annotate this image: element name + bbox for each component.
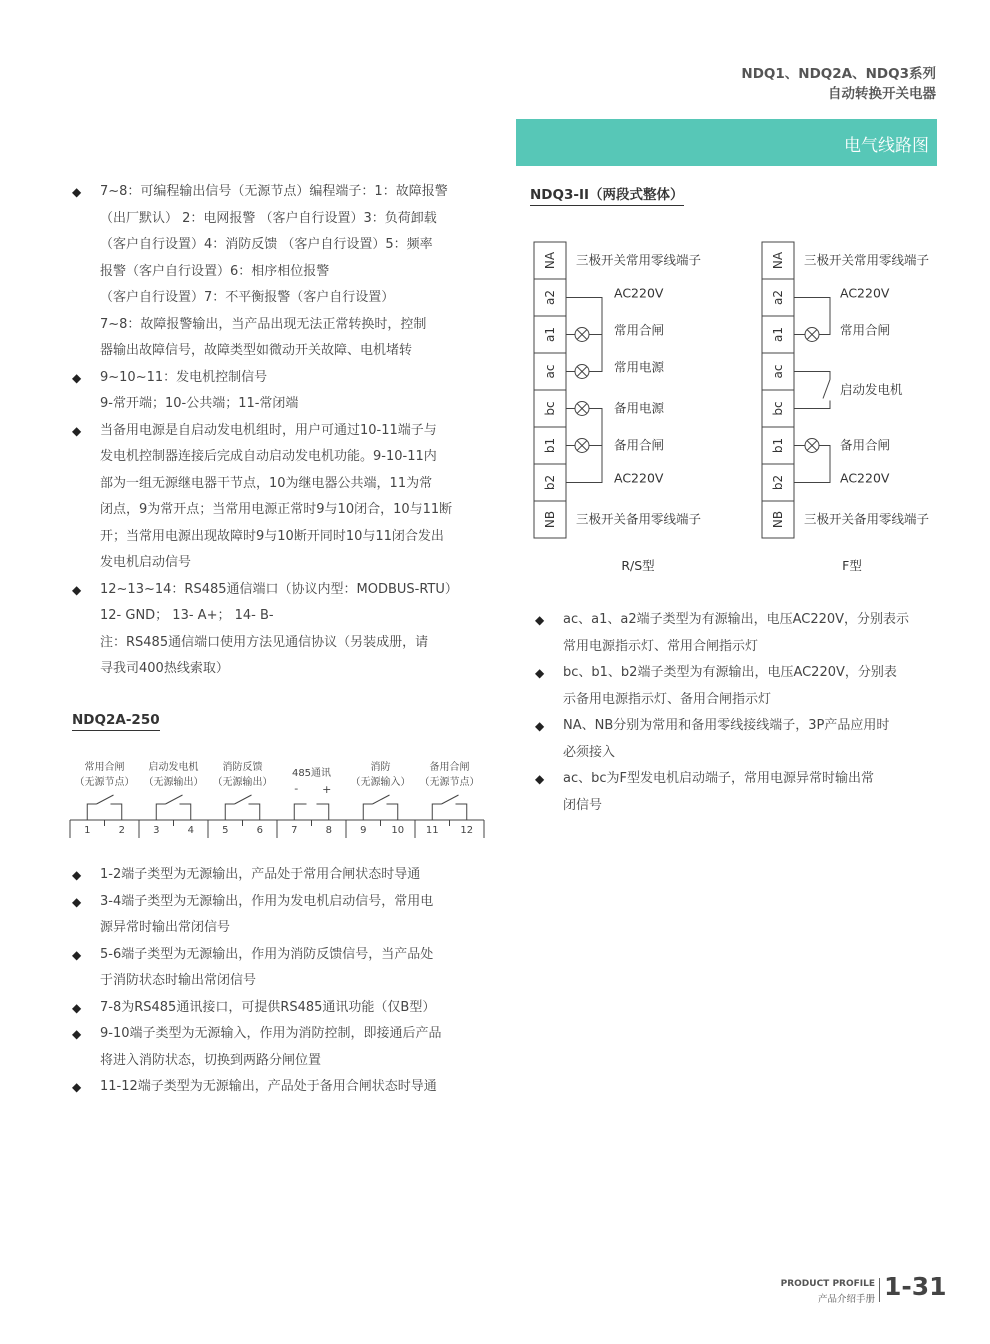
- terminal-number: 4: [187, 825, 194, 836]
- group-sublabel: （无源节点）: [419, 777, 480, 788]
- list-item: [535, 766, 945, 819]
- list-item-line: 必须接入: [563, 744, 616, 760]
- group-label: 消防反馈: [222, 762, 263, 773]
- lamp-label: 常用电源: [614, 359, 665, 375]
- header-subtitle: 自动转换开关电器: [828, 86, 936, 102]
- terminal-number: 12: [460, 825, 474, 836]
- list-item: [72, 418, 502, 577]
- header-series: NDQ1、NDQ2A、NDQ3系列: [741, 66, 936, 82]
- terminal-number: 2: [118, 825, 125, 836]
- group-sublabel: （无源输出）: [143, 777, 204, 788]
- group-label: 消防: [370, 762, 391, 773]
- list-item-line: 报警（客户自行设置）6：相序相位报警: [100, 263, 330, 279]
- plus-sign: +: [322, 783, 332, 796]
- minus-sign: -: [294, 782, 299, 795]
- nb-label: 三极开关备用零线端子: [804, 511, 930, 527]
- list-item: [535, 607, 945, 660]
- ndq2a-section-title: NDQ2A-250: [72, 712, 160, 731]
- group-sublabel: （无源输出）: [212, 777, 273, 788]
- list-item-line: 部为一组无源继电器干节点，10为继电器公共端，11为常: [100, 475, 433, 491]
- list-item-line: 7~8：故障报警输出，当产品出现无法正常转换时，控制: [100, 316, 427, 332]
- list-item-line: 闭信号: [563, 797, 603, 813]
- terminal-label: b2: [543, 474, 557, 491]
- switch-contact: [235, 795, 252, 804]
- ndq3-terminal-notes: [535, 607, 945, 819]
- terminal-number: 6: [256, 825, 263, 836]
- terminal-label: bc: [771, 401, 785, 416]
- list-item-line: 开；当常用电源出现故障时9与10断开同时10与11闭合发出: [100, 528, 444, 544]
- list-item-line: （客户自行设置）7：不平衡报警（客户自行设置）: [100, 290, 395, 305]
- list-item: [72, 179, 502, 365]
- group-label: 启动发电机: [148, 762, 199, 773]
- ac220v-label: AC220V: [614, 285, 664, 301]
- lamp-label: 常用合闸: [840, 322, 891, 338]
- footer-profile-en: PRODUCT PROFILE: [780, 1279, 875, 1289]
- list-item-line: ◆ NA、NB分别为常用和备用零线接线端子，3P产品应用时: [563, 718, 890, 733]
- ndq2a-terminal-diagram: [60, 752, 500, 844]
- list-item-line: 闭点，9为常开点；当常用电源正常时9与10闭合，10与11断: [100, 502, 453, 517]
- wire: [294, 804, 306, 820]
- na-label: 三极开关常用零线端子: [576, 252, 702, 268]
- list-item-line: ◆ 9-10端子类型为无源输入，作用为消防控制，即接通后产品: [100, 1026, 442, 1041]
- terminal-label: a1: [771, 327, 785, 342]
- list-item: [72, 995, 502, 1022]
- group-sublabel: （无源输入）: [350, 777, 411, 788]
- terminal-label: b1: [543, 437, 557, 454]
- wire: [225, 804, 234, 820]
- terminal-label: b1: [771, 437, 785, 454]
- terminal-label: bc: [543, 401, 557, 416]
- switch-contact: [823, 380, 830, 399]
- terminal-label: ac: [771, 364, 785, 379]
- list-item: [72, 942, 502, 995]
- wire: [589, 335, 602, 372]
- list-item-line: 示备用电源指示灯、备用合闸指示灯: [563, 691, 772, 707]
- wire: [456, 804, 467, 820]
- list-item-line: ◆ 当备用电源是自启动发电机组时，用户可通过10-11端子与: [100, 422, 437, 438]
- terminal-number: 1: [84, 825, 91, 836]
- terminal-number: 8: [325, 825, 332, 836]
- switch-contact: [373, 795, 390, 804]
- wire: [432, 804, 441, 820]
- list-item-line: ◆ 1-2端子类型为无源输出，产品处于常用合闸状态时导通: [100, 867, 421, 882]
- wire: [180, 804, 191, 820]
- list-item-line: 于消防状态时输出常闭信号: [100, 973, 257, 988]
- list-item-line: ◆ 5-6端子类型为无源输出，作用为消防反馈信号，当产品处: [100, 946, 434, 962]
- list-item-line: 9-常开端；10-公共端；11-常闭端: [100, 396, 299, 411]
- list-item-line: ◆ bc、b1、b2端子类型为有源输出，电压AC220V，分别表: [563, 665, 897, 680]
- group-label: 备用合闸: [429, 762, 470, 773]
- list-item-line: 注：RS485通信端口使用方法见通信协议（另装成册，请: [100, 634, 429, 650]
- wire: [249, 804, 260, 820]
- section-banner: [516, 119, 937, 166]
- list-item-line: 将进入消防状态，切换到两路分闸位置: [100, 1052, 322, 1068]
- terminal-number: 5: [222, 825, 229, 836]
- list-item-line: （出厂默认） 2：电网报警 （客户自行设置）3：负荷卸载: [100, 210, 437, 226]
- list-item: [535, 713, 945, 766]
- list-item-line: ◆ 9~10~11：发电机控制信号: [100, 369, 268, 385]
- terminal-label: a1: [543, 327, 557, 342]
- ndq2a-terminal-notes: [72, 862, 502, 1101]
- list-item-line: 器输出故障信号，故障类型如微动开关故障、电机堵转: [100, 343, 413, 358]
- ac220v-label: AC220V: [614, 470, 664, 486]
- group-label: 485通讯: [291, 768, 332, 779]
- terminal-label: a2: [543, 290, 557, 305]
- list-item-line: ◆ 3-4端子类型为无源输出，作用为发电机启动信号，常用电: [100, 893, 434, 909]
- ac220v-label: AC220V: [840, 285, 890, 301]
- wire: [111, 804, 122, 820]
- footer-divider: [879, 1278, 880, 1302]
- ac220v-label: AC220V: [840, 470, 890, 486]
- list-item-line: 发电机启动信号: [100, 555, 192, 570]
- generator-start-label: 启动发电机: [840, 382, 903, 397]
- list-item: [72, 1074, 502, 1101]
- wire: [363, 804, 372, 820]
- group-label: 常用合闸: [84, 762, 125, 773]
- list-item: [72, 862, 502, 889]
- terminal-label: NB: [543, 510, 557, 529]
- terminal-label: a2: [771, 290, 785, 305]
- wire: [87, 804, 96, 820]
- switch-contact: [442, 795, 459, 804]
- list-item-line: ◆ ac、a1、a2端子类型为有源输出，电压AC220V，分别表示: [563, 612, 910, 627]
- list-item-line: 寻我司400热线索取）: [100, 661, 229, 676]
- list-item-line: 发电机控制器连接后完成自动启动发电机功能。9-10-11内: [100, 449, 437, 464]
- list-item: [72, 577, 502, 683]
- list-item-line: 源异常时输出常闭信号: [100, 920, 231, 935]
- list-item-line: ◆ 11-12端子类型为无源输出，产品处于备用合闸状态时导通: [100, 1079, 437, 1094]
- terminal-label: NA: [543, 251, 557, 270]
- controller-terminal-notes: [72, 179, 502, 683]
- list-item: [72, 889, 502, 942]
- rs-caption: R/S型: [621, 558, 655, 573]
- list-item: [72, 365, 502, 418]
- wire: [794, 372, 830, 380]
- group-sublabel: （无源节点）: [74, 777, 135, 788]
- terminal-number: 10: [391, 825, 405, 836]
- terminal-label: NB: [771, 510, 785, 529]
- lamp-label: 常用合闸: [614, 322, 665, 338]
- wire: [317, 804, 329, 820]
- list-item: [535, 660, 945, 713]
- lamp-label: 备用电源: [614, 400, 665, 416]
- list-item-line: （客户自行设置）4：消防反馈 （客户自行设置）5：频率: [100, 237, 433, 252]
- terminal-number: 11: [425, 825, 439, 836]
- list-item-line: 常用电源指示灯、常用合闸指示灯: [563, 638, 759, 654]
- list-item: [72, 1021, 502, 1074]
- f-caption: F型: [842, 558, 862, 573]
- terminal-label: b2: [771, 474, 785, 491]
- terminal-number: 3: [153, 825, 160, 836]
- banner-title: 电气线路图: [844, 136, 929, 156]
- wire: [156, 804, 165, 820]
- na-label: 三极开关常用零线端子: [804, 252, 930, 268]
- list-item-line: ◆ 7~8：可编程输出信号（无源节点）编程端子：1：故障报警: [100, 184, 448, 199]
- lamp-label: 备用合闸: [614, 437, 665, 453]
- list-item-line: ◆ 12~13~14：RS485通信端口（协议内型：MODBUS-RTU）: [100, 581, 458, 597]
- lamp-label: 备用合闸: [840, 437, 891, 453]
- list-item-line: ◆ 7-8为RS485通讯接口，可提供RS485通讯功能（仅B型）: [100, 999, 436, 1015]
- ndq3-wiring-diagram: [520, 230, 960, 590]
- wire: [794, 401, 830, 409]
- terminal-label: NA: [771, 251, 785, 270]
- terminal-number: 7: [291, 825, 298, 836]
- terminal-label: ac: [543, 364, 557, 379]
- nb-label: 三极开关备用零线端子: [576, 511, 702, 527]
- wire: [387, 804, 398, 820]
- switch-contact: [97, 795, 114, 804]
- list-item-line: 12- GND； 13- A+； 14- B-: [100, 608, 274, 623]
- footer-profile-cn: 产品介绍手册: [817, 1294, 875, 1305]
- ndq3-section-title: NDQ3-II（两段式整体）: [530, 183, 684, 206]
- terminal-number: 9: [360, 825, 367, 836]
- list-item-line: ◆ ac、bc为F型发电机启动端子，常用电源异常时输出常: [563, 771, 874, 786]
- switch-contact: [166, 795, 183, 804]
- page-number: 1-31: [884, 1272, 947, 1301]
